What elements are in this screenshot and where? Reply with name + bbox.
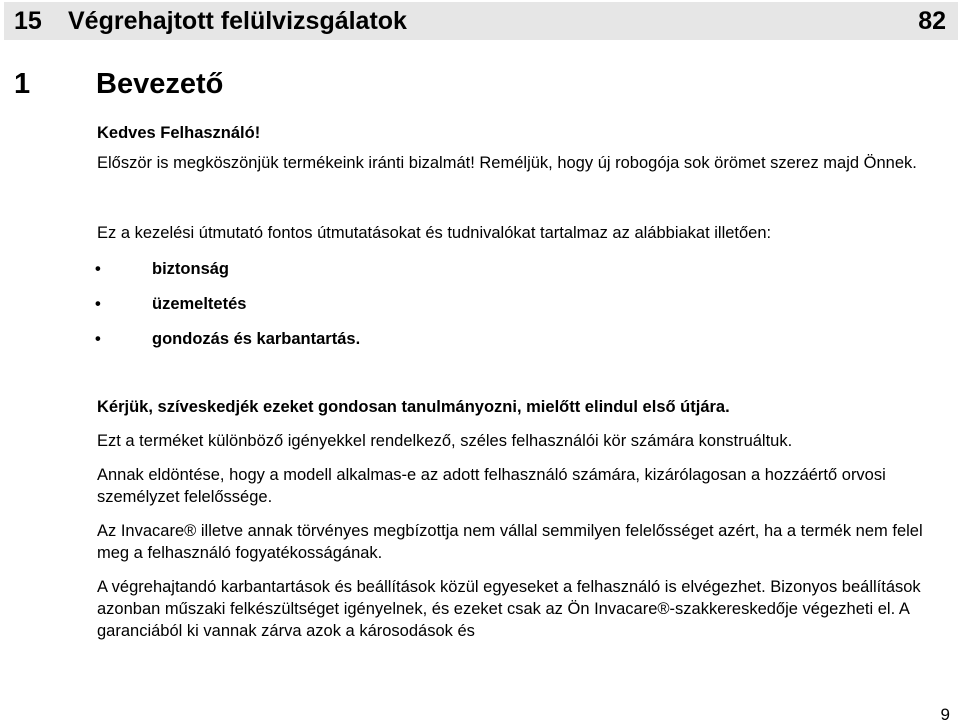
page-number: 9 (940, 705, 950, 724)
bullet-icon: • (95, 330, 101, 348)
topic-maintenance: gondozás és karbantartás. (152, 330, 361, 348)
manual-intro-paragraph: Ez a kezelési útmutató fontos útmutatásokat és tudnivalókat tartalmaz az alábbiakat illetően: (97, 224, 772, 242)
toc-entry-title: Végrehajtott felülvizsgálatok (68, 7, 407, 35)
topics-list (97, 258, 927, 363)
topic-operation: üzemeltetés (152, 295, 247, 313)
paragraph: Ezt a terméket különböző igényekkel rendelkező, széles felhasználói kör számára konstruáltuk. (97, 432, 793, 450)
greeting: Kedves Felhasználó! (97, 124, 261, 142)
intro-paragraph: Először is megköszönjük termékeink iránti bizalmát! Reméljük, hogy új robogója sok örömet szerez majd Önnek. (97, 154, 917, 172)
bullet-icon: • (95, 260, 101, 278)
toc-entry (4, 2, 958, 40)
chapter-heading (14, 64, 223, 104)
list-item (97, 293, 927, 328)
list-item (97, 328, 927, 363)
warning-paragraph: Kérjük, szíveskedjék ezeket gondosan tanulmányozni, mielőtt elindul első útjára. (97, 398, 730, 416)
paragraph: Az Invacare® illetve annak törvényes megbízottja nem vállal semmilyen felelősséget azért, ha a termék nem felel meg a felhasználó fogyatékosságának. (97, 522, 923, 562)
toc-entry-number: 15 (14, 7, 42, 35)
paragraph: Annak eldöntése, hogy a modell alkalmas-e az adott felhasználó számára, kizárólagosan a hozzáértő orvosi személyzet felelőssége. (97, 466, 886, 506)
bullet-icon: • (95, 295, 101, 313)
document-body (97, 122, 927, 642)
chapter-number: 1 (14, 68, 31, 100)
list-item (97, 258, 927, 293)
paragraph: A végrehajtandó karbantartások és beállítások közül egyeseket a felhasználó is elvégezhet. Bizonyos beállítások azonban műszaki felkészültséget igényelnek, és ezeket csak az Ön Invacare®-szakkereskedője végezheti el. A garanciából ki vannak zárva azok a károsodások és (97, 578, 921, 640)
chapter-title: Bevezető (96, 68, 224, 100)
topic-safety: biztonság (152, 260, 229, 278)
toc-entry-page: 82 (918, 7, 946, 35)
